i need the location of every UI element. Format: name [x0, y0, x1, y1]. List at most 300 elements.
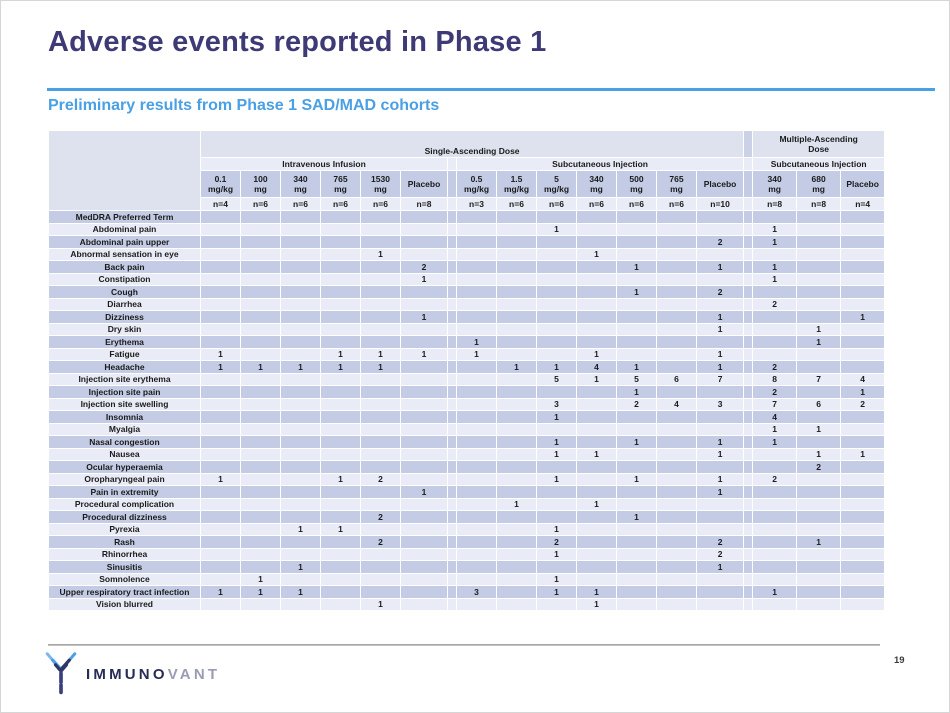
value-cell: [657, 348, 697, 361]
value-cell: [497, 236, 537, 249]
value-cell: [457, 323, 497, 336]
dose-header-cell: [841, 171, 885, 198]
value-cell: [281, 273, 321, 286]
value-cell: 2: [361, 511, 401, 524]
value-cell: [617, 273, 657, 286]
dose-header-cell: [361, 171, 401, 198]
value-cell: [497, 261, 537, 274]
value-cell: [401, 461, 448, 474]
value-cell: [401, 436, 448, 449]
value-cell: [281, 323, 321, 336]
term-cell: Pain in extremity: [49, 486, 201, 499]
value-cell: 2: [537, 536, 577, 549]
value-cell: [753, 348, 797, 361]
value-cell: [697, 523, 744, 536]
row-spacer-cell: [744, 261, 753, 274]
value-cell: [797, 261, 841, 274]
value-cell: [537, 461, 577, 474]
value-cell: [281, 336, 321, 349]
value-cell: 1: [753, 423, 797, 436]
value-cell: [201, 411, 241, 424]
value-cell: 1: [537, 436, 577, 449]
value-cell: [321, 411, 361, 424]
value-cell: [657, 298, 697, 311]
value-cell: [361, 586, 401, 599]
value-cell: [753, 536, 797, 549]
value-cell: [497, 561, 537, 574]
term-cell: Cough: [49, 286, 201, 299]
value-cell: [537, 386, 577, 399]
row-spacer-cell: [744, 598, 753, 611]
value-cell: [657, 548, 697, 561]
value-cell: [753, 248, 797, 261]
value-cell: [401, 548, 448, 561]
row-spacer-cell: [744, 348, 753, 361]
value-cell: [281, 573, 321, 586]
value-cell: [361, 286, 401, 299]
table-row: [49, 411, 885, 424]
value-cell: [457, 511, 497, 524]
value-cell: [497, 211, 537, 224]
table-row: [49, 448, 885, 461]
value-cell: [321, 436, 361, 449]
term-cell: Rash: [49, 536, 201, 549]
value-cell: [797, 498, 841, 511]
table-row: [49, 398, 885, 411]
value-cell: [361, 273, 401, 286]
value-cell: 1: [201, 361, 241, 374]
value-cell: [201, 373, 241, 386]
value-cell: [361, 223, 401, 236]
value-cell: [841, 498, 885, 511]
value-cell: [797, 211, 841, 224]
value-cell: [321, 511, 361, 524]
value-cell: [657, 523, 697, 536]
value-cell: [797, 273, 841, 286]
value-cell: 1: [457, 348, 497, 361]
value-cell: [537, 336, 577, 349]
table-row: [49, 286, 885, 299]
value-cell: [361, 298, 401, 311]
value-cell: [617, 536, 657, 549]
value-cell: 8: [753, 373, 797, 386]
value-cell: [753, 561, 797, 574]
value-cell: [457, 311, 497, 324]
value-cell: 1: [753, 273, 797, 286]
value-cell: [201, 486, 241, 499]
value-cell: [457, 423, 497, 436]
value-cell: [841, 511, 885, 524]
value-cell: [657, 498, 697, 511]
header-line: 100: [253, 173, 268, 184]
value-cell: [497, 373, 537, 386]
value-cell: [537, 236, 577, 249]
header-spacer-cell: [744, 158, 753, 171]
value-cell: [537, 273, 577, 286]
value-cell: 1: [617, 386, 657, 399]
value-cell: 4: [657, 398, 697, 411]
header-line: 0.5: [470, 173, 483, 184]
n-header-cell: n=4: [201, 198, 241, 211]
value-cell: [617, 523, 657, 536]
value-cell: [361, 236, 401, 249]
header-line: Placebo: [407, 178, 441, 189]
term-cell: Injection site swelling: [49, 398, 201, 411]
header-line: Placebo: [703, 178, 737, 189]
value-cell: [657, 236, 697, 249]
value-cell: [657, 423, 697, 436]
value-cell: 1: [537, 473, 577, 486]
value-cell: [361, 423, 401, 436]
value-cell: 1: [697, 448, 744, 461]
value-cell: 1: [577, 586, 617, 599]
term-cell: Sinusitis: [49, 561, 201, 574]
table-row: [49, 598, 885, 611]
row-spacer-cell: [448, 423, 457, 436]
value-cell: [617, 548, 657, 561]
meddra-header-row: [49, 211, 885, 224]
value-cell: 1: [577, 598, 617, 611]
table-row: [49, 461, 885, 474]
value-cell: [841, 523, 885, 536]
value-cell: 1: [201, 473, 241, 486]
table-row: [49, 486, 885, 499]
value-cell: [753, 498, 797, 511]
value-cell: [841, 236, 885, 249]
value-cell: [497, 523, 537, 536]
term-cell: Headache: [49, 361, 201, 374]
table-row: [49, 573, 885, 586]
value-cell: [657, 411, 697, 424]
meddra-row-header-cell: MedDRA Preferred Term: [49, 211, 201, 224]
value-cell: [281, 223, 321, 236]
value-cell: [577, 473, 617, 486]
value-cell: [497, 386, 537, 399]
value-cell: [281, 598, 321, 611]
value-cell: [321, 311, 361, 324]
value-cell: [457, 598, 497, 611]
value-cell: [241, 536, 281, 549]
value-cell: [537, 486, 577, 499]
iv-route-header: [201, 158, 448, 171]
n-header-cell: n=3: [457, 198, 497, 211]
term-cell: Abnormal sensation in eye: [49, 248, 201, 261]
dose-header-cell: [457, 171, 497, 198]
row-spacer-cell: [448, 261, 457, 274]
value-cell: 1: [281, 523, 321, 536]
value-cell: [321, 536, 361, 549]
row-spacer-cell: [448, 573, 457, 586]
value-cell: [241, 273, 281, 286]
value-cell: [841, 286, 885, 299]
value-cell: [753, 598, 797, 611]
value-cell: [617, 423, 657, 436]
value-cell: [201, 248, 241, 261]
value-cell: [241, 298, 281, 311]
value-cell: [657, 586, 697, 599]
value-cell: [497, 286, 537, 299]
header-spacer-cell: [744, 171, 753, 198]
value-cell: 1: [697, 261, 744, 274]
value-cell: [321, 236, 361, 249]
value-cell: [617, 211, 657, 224]
value-cell: [657, 386, 697, 399]
value-cell: 1: [697, 436, 744, 449]
value-cell: [577, 423, 617, 436]
value-cell: 2: [617, 398, 657, 411]
value-cell: [577, 236, 617, 249]
header-line: 0.1: [214, 173, 227, 184]
dose-header-cell: [753, 171, 797, 198]
header-line: mg/kg: [503, 184, 530, 194]
value-cell: [281, 286, 321, 299]
value-cell: [457, 461, 497, 474]
value-cell: [697, 273, 744, 286]
value-cell: [361, 411, 401, 424]
table-body: [49, 211, 885, 611]
value-cell: 1: [321, 361, 361, 374]
table-row: [49, 336, 885, 349]
row-spacer-cell: [744, 361, 753, 374]
value-cell: [497, 486, 537, 499]
row-spacer-cell: [448, 286, 457, 299]
value-cell: [361, 386, 401, 399]
table-row: [49, 548, 885, 561]
value-cell: [201, 211, 241, 224]
row-spacer-cell: [448, 386, 457, 399]
value-cell: [281, 448, 321, 461]
value-cell: 4: [841, 373, 885, 386]
term-cell: Erythema: [49, 336, 201, 349]
value-cell: [497, 448, 537, 461]
header-spacer-cell: [448, 171, 457, 198]
value-cell: 1: [697, 361, 744, 374]
value-cell: [401, 248, 448, 261]
term-cell: Myalgia: [49, 423, 201, 436]
value-cell: 3: [457, 586, 497, 599]
value-cell: [361, 498, 401, 511]
value-cell: [753, 311, 797, 324]
value-cell: [241, 236, 281, 249]
value-cell: [577, 523, 617, 536]
value-cell: 1: [537, 573, 577, 586]
value-cell: [321, 223, 361, 236]
value-cell: [497, 573, 537, 586]
value-cell: [797, 248, 841, 261]
value-cell: [281, 423, 321, 436]
value-cell: [281, 511, 321, 524]
value-cell: 4: [753, 411, 797, 424]
row-spacer-cell: [448, 336, 457, 349]
term-cell: Dry skin: [49, 323, 201, 336]
value-cell: [797, 573, 841, 586]
value-cell: [497, 536, 537, 549]
table-row: [49, 423, 885, 436]
value-cell: [537, 423, 577, 436]
value-cell: 1: [697, 348, 744, 361]
value-cell: [797, 286, 841, 299]
row-spacer-cell: [448, 398, 457, 411]
value-cell: [753, 286, 797, 299]
value-cell: [841, 486, 885, 499]
value-cell: [577, 511, 617, 524]
value-cell: 1: [841, 311, 885, 324]
dose-header-cell: [797, 171, 841, 198]
value-cell: [201, 573, 241, 586]
value-cell: 2: [361, 473, 401, 486]
term-cell: Back pain: [49, 261, 201, 274]
row-spacer-cell: [448, 373, 457, 386]
dose-header-cell: [577, 171, 617, 198]
value-cell: [577, 323, 617, 336]
value-cell: [457, 286, 497, 299]
header-line: 1.5: [510, 173, 523, 184]
value-cell: [201, 448, 241, 461]
value-cell: [401, 386, 448, 399]
value-cell: [497, 298, 537, 311]
value-cell: [457, 398, 497, 411]
value-cell: [241, 336, 281, 349]
value-cell: [281, 486, 321, 499]
row-spacer-cell: [744, 411, 753, 424]
value-cell: [457, 361, 497, 374]
immunovant-antibody-icon: [44, 651, 78, 697]
value-cell: 1: [617, 511, 657, 524]
value-cell: [841, 573, 885, 586]
value-cell: [841, 436, 885, 449]
value-cell: [241, 473, 281, 486]
value-cell: [401, 523, 448, 536]
term-cell: Injection site erythema: [49, 373, 201, 386]
value-cell: 1: [537, 448, 577, 461]
value-cell: [241, 598, 281, 611]
n-header-cell: n=6: [657, 198, 697, 211]
value-cell: [497, 586, 537, 599]
value-cell: [841, 223, 885, 236]
header-row-study: [49, 131, 885, 158]
value-cell: [841, 323, 885, 336]
value-cell: [401, 511, 448, 524]
value-cell: [617, 223, 657, 236]
value-cell: [457, 523, 497, 536]
row-spacer-cell: [744, 273, 753, 286]
value-cell: [497, 511, 537, 524]
value-cell: [497, 248, 537, 261]
value-cell: [401, 498, 448, 511]
value-cell: [321, 398, 361, 411]
value-cell: [657, 323, 697, 336]
value-cell: [797, 598, 841, 611]
value-cell: 1: [241, 573, 281, 586]
value-cell: [617, 573, 657, 586]
value-cell: [797, 523, 841, 536]
value-cell: [361, 373, 401, 386]
slide-subtitle: Preliminary results from Phase 1 SAD/MAD cohorts: [48, 97, 440, 114]
value-cell: [401, 223, 448, 236]
value-cell: [281, 348, 321, 361]
value-cell: 2: [401, 261, 448, 274]
value-cell: [577, 298, 617, 311]
value-cell: 1: [401, 311, 448, 324]
value-cell: [537, 348, 577, 361]
value-cell: [321, 298, 361, 311]
value-cell: 1: [537, 523, 577, 536]
value-cell: 1: [617, 361, 657, 374]
value-cell: [361, 523, 401, 536]
term-cell: Procedural dizziness: [49, 511, 201, 524]
value-cell: [457, 561, 497, 574]
row-spacer-cell: [448, 561, 457, 574]
header-line: Dose: [808, 144, 830, 154]
brand-primary-text: IMMUNO: [86, 665, 168, 683]
value-cell: 2: [797, 461, 841, 474]
value-cell: 1: [361, 348, 401, 361]
value-cell: 2: [697, 236, 744, 249]
term-cell: Procedural complication: [49, 498, 201, 511]
value-cell: [401, 211, 448, 224]
value-cell: [321, 386, 361, 399]
value-cell: 2: [697, 286, 744, 299]
row-spacer-cell: [744, 486, 753, 499]
value-cell: [577, 573, 617, 586]
value-cell: [577, 211, 617, 224]
value-cell: [797, 411, 841, 424]
value-cell: [241, 223, 281, 236]
value-cell: [281, 211, 321, 224]
value-cell: 1: [497, 361, 537, 374]
value-cell: 1: [457, 336, 497, 349]
term-cell: Pyrexia: [49, 523, 201, 536]
value-cell: [457, 473, 497, 486]
value-cell: 1: [797, 323, 841, 336]
value-cell: [617, 598, 657, 611]
value-cell: [401, 536, 448, 549]
value-cell: [697, 336, 744, 349]
value-cell: [401, 323, 448, 336]
header-line: 765: [669, 173, 684, 184]
footer: [44, 650, 220, 698]
title-divider: [47, 88, 935, 91]
value-cell: [697, 461, 744, 474]
value-cell: [657, 336, 697, 349]
row-spacer-cell: [744, 286, 753, 299]
value-cell: [281, 373, 321, 386]
table-row: [49, 261, 885, 274]
value-cell: [457, 248, 497, 261]
value-cell: [841, 411, 885, 424]
table-row: [49, 348, 885, 361]
value-cell: 1: [537, 361, 577, 374]
value-cell: [201, 511, 241, 524]
value-cell: 1: [797, 336, 841, 349]
row-spacer-cell: [448, 348, 457, 361]
page-title: Adverse events reported in Phase 1: [48, 26, 547, 58]
value-cell: 1: [753, 261, 797, 274]
value-cell: [201, 498, 241, 511]
value-cell: [797, 236, 841, 249]
value-cell: [361, 323, 401, 336]
value-cell: 1: [201, 586, 241, 599]
value-cell: [201, 536, 241, 549]
row-spacer-cell: [744, 523, 753, 536]
value-cell: [457, 448, 497, 461]
header-line: 340: [589, 173, 604, 184]
value-cell: 1: [241, 361, 281, 374]
row-spacer-cell: [448, 586, 457, 599]
value-cell: [241, 561, 281, 574]
value-cell: [617, 236, 657, 249]
value-cell: 1: [577, 373, 617, 386]
